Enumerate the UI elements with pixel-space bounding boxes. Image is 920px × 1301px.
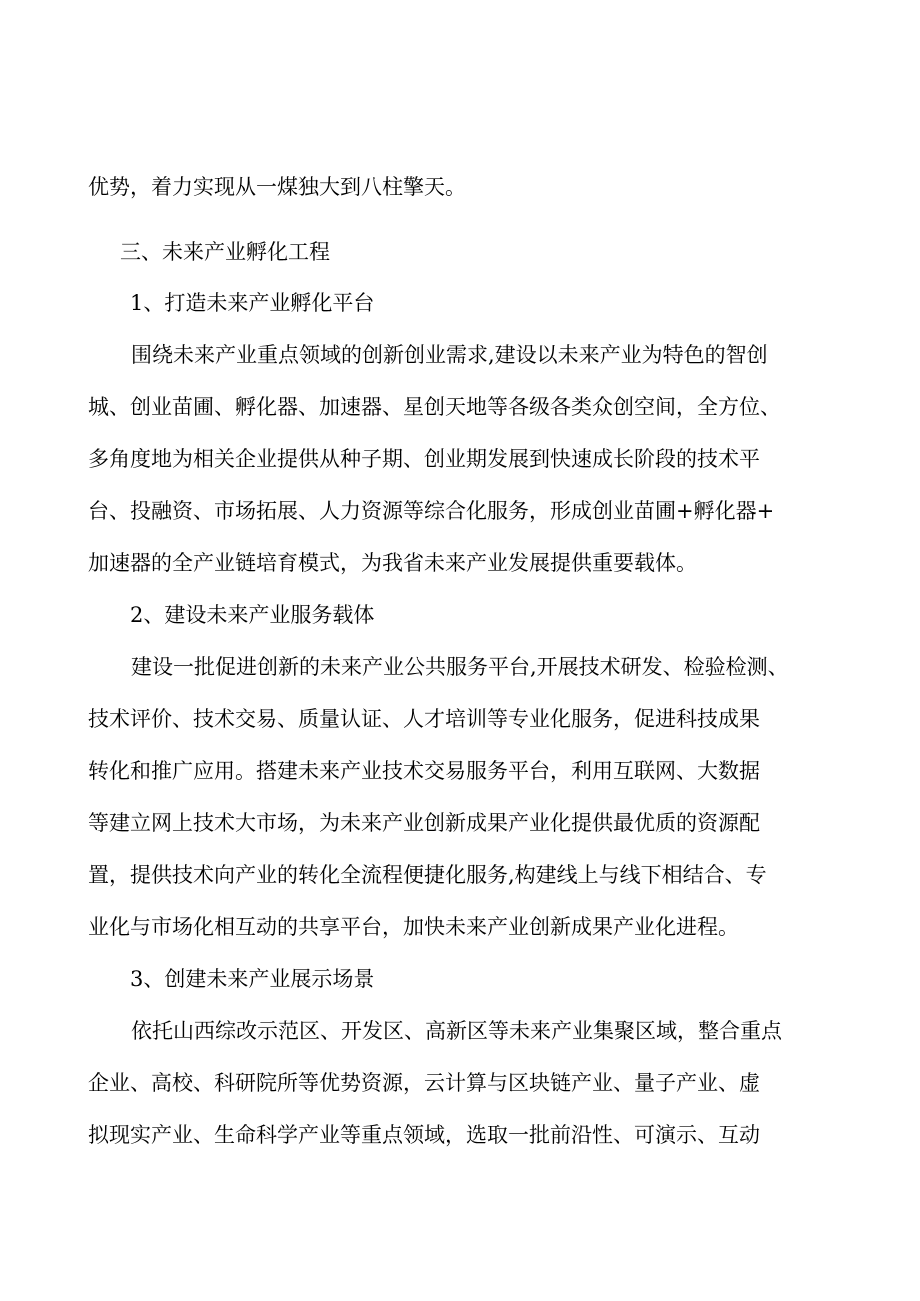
paragraph-line: 台、投融资、市场拓展、人力资源等综合化服务，形成创业苗圃+孵化器+	[88, 499, 775, 523]
paragraph-line: 业化与市场化相互动的共享平台，加快未来产业创新成果产业化进程。	[88, 915, 739, 939]
section-heading: 三、未来产业孵化工程	[120, 240, 330, 264]
paragraph-line: 技术评价、技术交易、质量认证、人才培训等专业化服务，促进科技成果	[88, 707, 760, 731]
paragraph-line: 转化和推广应用。搭建未来产业技术交易服务平台，利用互联网、大数据	[88, 759, 760, 783]
paragraph-line: 等建立网上技术大市场，为未来产业创新成果产业化提供最优质的资源配	[88, 811, 760, 835]
paragraph-line: 优势，着力实现从一煤独大到八柱擎天。	[88, 175, 466, 199]
subsection-heading: 3、创建未来产业展示场景	[130, 967, 375, 991]
paragraph-line: 置，提供技术向产业的转化全流程便捷化服务,构建线上与线下相结合、专	[88, 863, 767, 887]
paragraph-line: 建设一批促进创新的未来产业公共服务平台,开展技术研发、检验检测、	[131, 655, 789, 679]
paragraph-line: 企业、高校、科研院所等优势资源，云计算与区块链产业、量子产业、虚	[88, 1071, 760, 1095]
paragraph-line: 拟现实产业、生命科学产业等重点领域，选取一批前沿性、可演示、互动	[88, 1123, 760, 1147]
paragraph-line: 城、创业苗圃、孵化器、加速器、星创天地等各级各类众创空间，全方位、	[88, 395, 781, 419]
subsection-heading: 1、打造未来产业孵化平台	[130, 291, 375, 315]
paragraph-line: 多角度地为相关企业提供从种子期、创业期发展到快速成长阶段的技术平	[88, 447, 760, 471]
paragraph-line: 加速器的全产业链培育模式，为我省未来产业发展提供重要载体。	[88, 551, 697, 575]
paragraph-line: 围绕未来产业重点领域的创新创业需求,建设以未来产业为特色的智创	[131, 343, 768, 367]
paragraph-line: 依托山西综改示范区、开发区、高新区等未来产业集聚区域，整合重点	[131, 1019, 782, 1043]
subsection-heading: 2、建设未来产业服务载体	[130, 603, 375, 627]
